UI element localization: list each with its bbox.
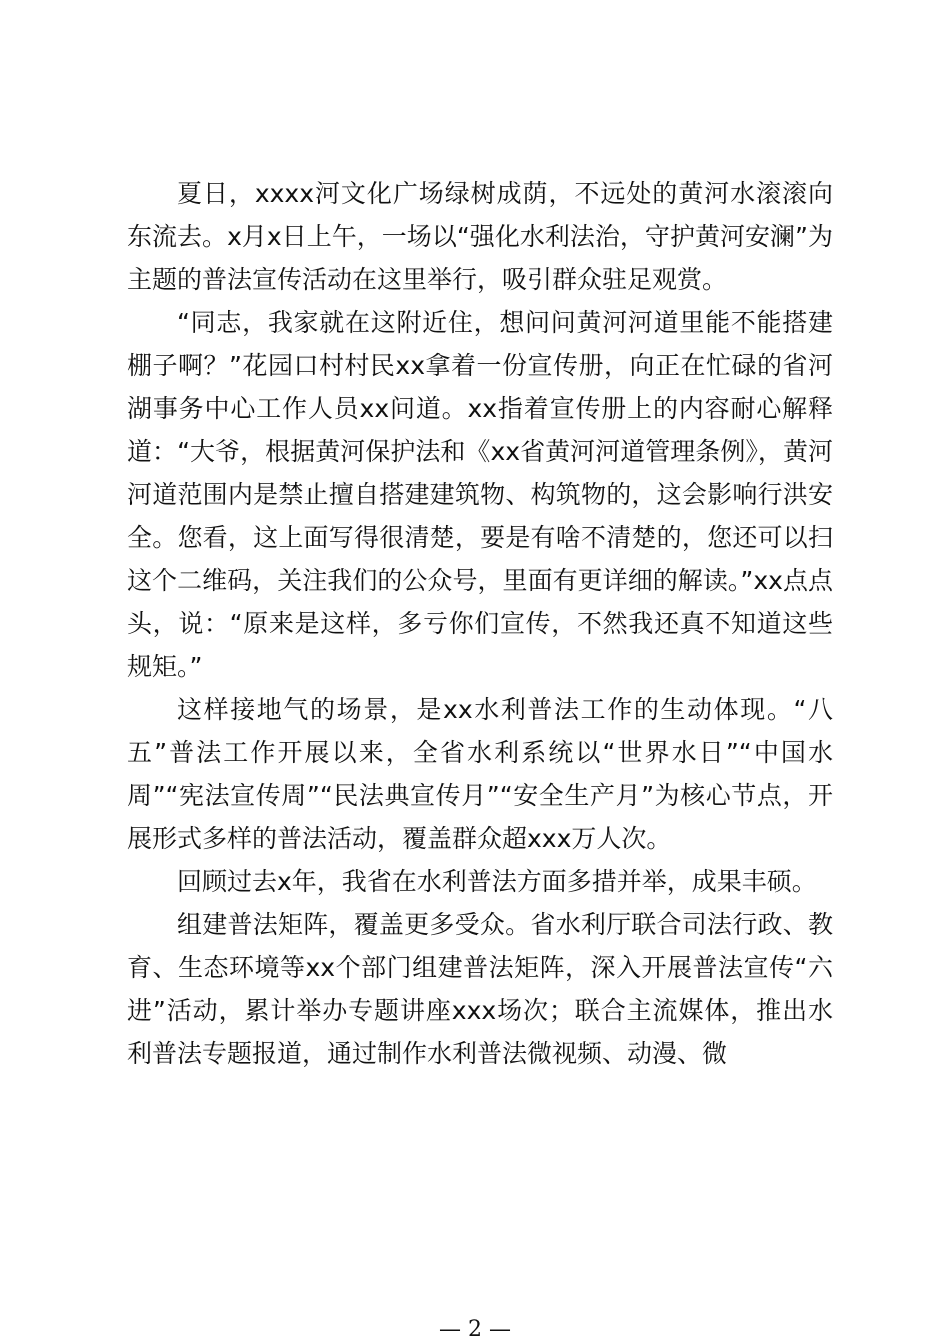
page-number: — 2 — bbox=[439, 1317, 511, 1342]
paragraph-4: 回顾过去x年，我省在水利普法方面多措并举，成果丰硕。 bbox=[177, 867, 817, 896]
paragraph-1: 夏日，xxxx河文化广场绿树成荫，不远处的黄河水滚滚向东流去。x月x日上午，一场以“强化水利法治，守护黄河安澜”为主题的普法宣传活动在这里举行，吸引群众驻足观赏。 bbox=[127, 179, 833, 294]
paragraph-2: “同志，我家就在这附近住，想问问黄河河道里能不能搭建棚子啊？”花园口村村民xx拿着一份宣传册，向正在忙碌的省河湖事务中心工作人员xx问道。xx指着宣传册上的内容耐心解释道：“大爷，根据黄河保护法和《xx省黄河河道管理条例》，黄河河道范围内是禁止擅自搭建建筑物、构筑物的，这会影响行洪安全。您看，这上面写得很清楚，要是有啥不清楚的，您还可以扫这个二维码，关注我们的公众号，里面有更详细的解读。”xx点点头，说：“原来是这样，多亏你们宣传，不然我还真不知道这些规矩。” bbox=[127, 308, 833, 681]
body-text bbox=[127, 172, 833, 1075]
paragraph-3: 这样接地气的场景，是xx水利普法工作的生动体现。“八五”普法工作开展以来，全省水利系统以“世界水日”“中国水周”“宪法宣传周”“民法典宣传月”“安全生产月”为核心节点，开展形式多样的普法活动，覆盖群众超xxx万人次。 bbox=[127, 695, 833, 853]
paragraph-5: 组建普法矩阵，覆盖更多受众。省水利厅联合司法行政、教育、生态环境等xx个部门组建普法矩阵，深入开展普法宣传“六进”活动，累计举办专题讲座xxx场次；联合主流媒体，推出水利普法专题报道，通过制作水利普法微视频、动漫、微 bbox=[127, 910, 833, 1068]
